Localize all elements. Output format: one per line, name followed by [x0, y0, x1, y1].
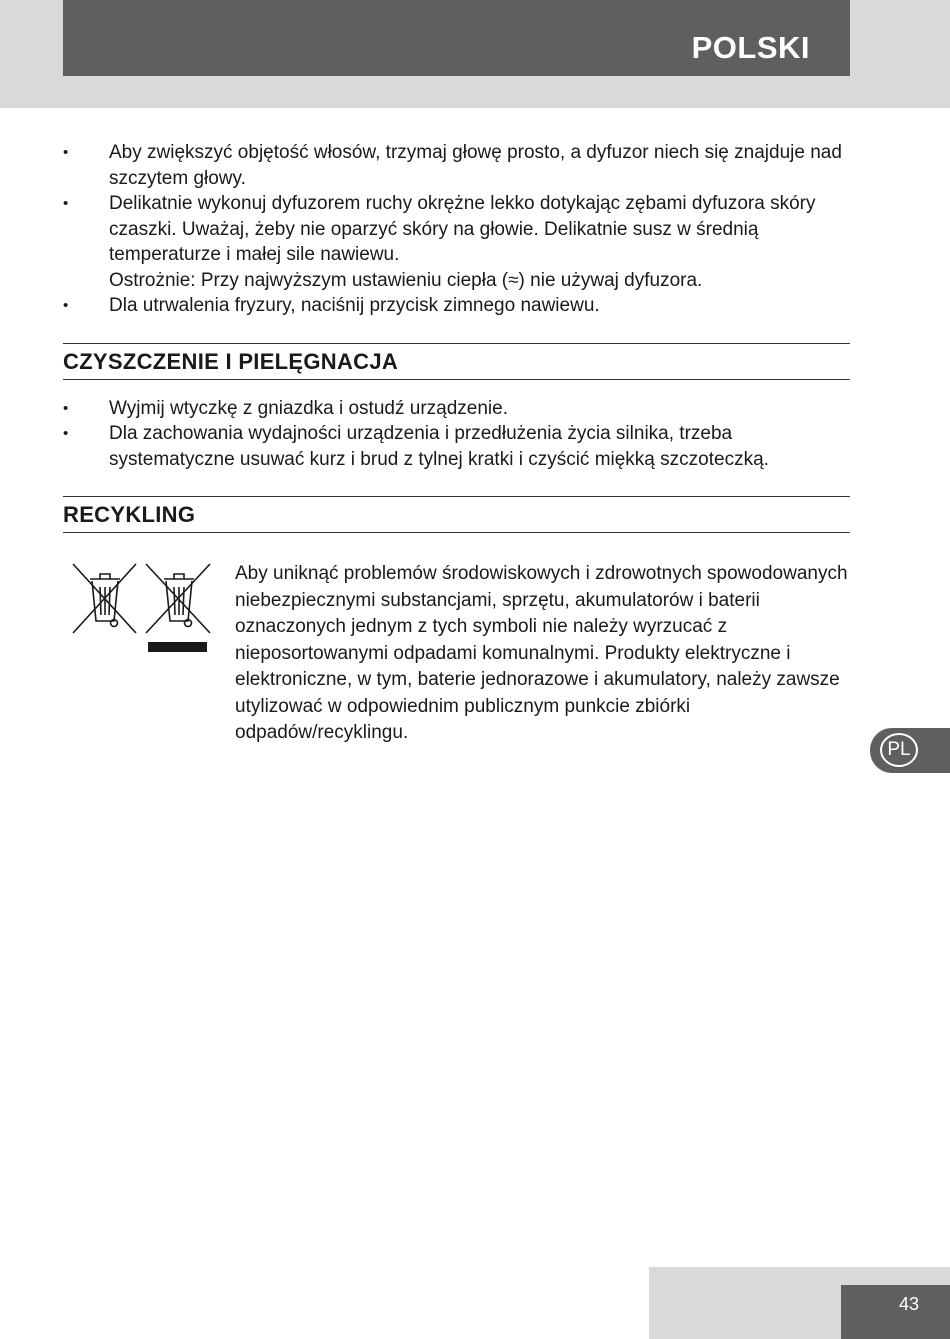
list-item-text: Dla utrwalenia fryzury, naciśnij przycisk zimnego nawiewu. [109, 295, 600, 316]
list-item-text: Delikatnie wykonuj dyfuzorem ruchy okrężne lekko dotykając zębami dyfuzora skóry czaszki. Uważaj, żeby nie oparzyć skóry na głowie. Delikatnie susz w średnią temperaturze i małej sile nawiewu. [109, 193, 816, 265]
recycling-block [63, 561, 850, 761]
section-title-recycling: RECYKLING [63, 496, 850, 533]
intro-list [63, 140, 850, 319]
section-title-care: CZYSZCZENIE I PIELĘGNACJA [63, 343, 850, 380]
weee-symbols [70, 561, 212, 657]
list-item [63, 140, 850, 191]
list-item [63, 191, 850, 293]
recycling-text: Aby uniknąć problemów środowiskowych i zdrowotnych spowodowanych niebezpiecznymi substancjami, sprzętu, akumulatorów i baterii oznaczonych jednym z tych symboli nie należy wyrzucać z nieposortowanymi odpadami komunalnymi. Produkty elektryczne i elektroniczne, w tym, baterie jednorazowe i akumulatory, należy zawsze utylizować w odpowiednim publicznym punkcie zbiórki odpadów/recyklingu. [235, 563, 848, 743]
care-list [63, 396, 850, 473]
header-bar [63, 0, 850, 76]
caution-note: Ostrożnie: Przy najwyższym ustawieniu ciepła (≈) nie używaj dyfuzora. [109, 269, 703, 291]
crossed-bin-icon [73, 564, 136, 633]
page-language-title: POLSKI [691, 30, 810, 65]
language-tab [870, 728, 950, 773]
list-item [63, 421, 850, 472]
list-item-text: Dla zachowania wydajności urządzenia i przedłużenia życia silnika, trzeba systematyczne usuwać kurz i brud z tylnej kratki i czyścić miękką szczoteczką. [109, 423, 769, 470]
list-item [63, 293, 850, 319]
list-item-text: Wyjmij wtyczkę z gniazdka i ostudź urządzenie. [109, 397, 508, 419]
page-number: 43 [899, 1294, 920, 1314]
page-number-box [841, 1285, 950, 1339]
list-item [63, 396, 850, 422]
list-item-text: Aby zwiększyć objętość włosów, trzymaj głowę prosto, a dyfuzor niech się znajduje nad szczytem głowy. [109, 142, 842, 189]
language-badge: PL [880, 733, 918, 767]
page-content [63, 140, 850, 761]
crossed-bin-bar-icon [146, 564, 210, 652]
